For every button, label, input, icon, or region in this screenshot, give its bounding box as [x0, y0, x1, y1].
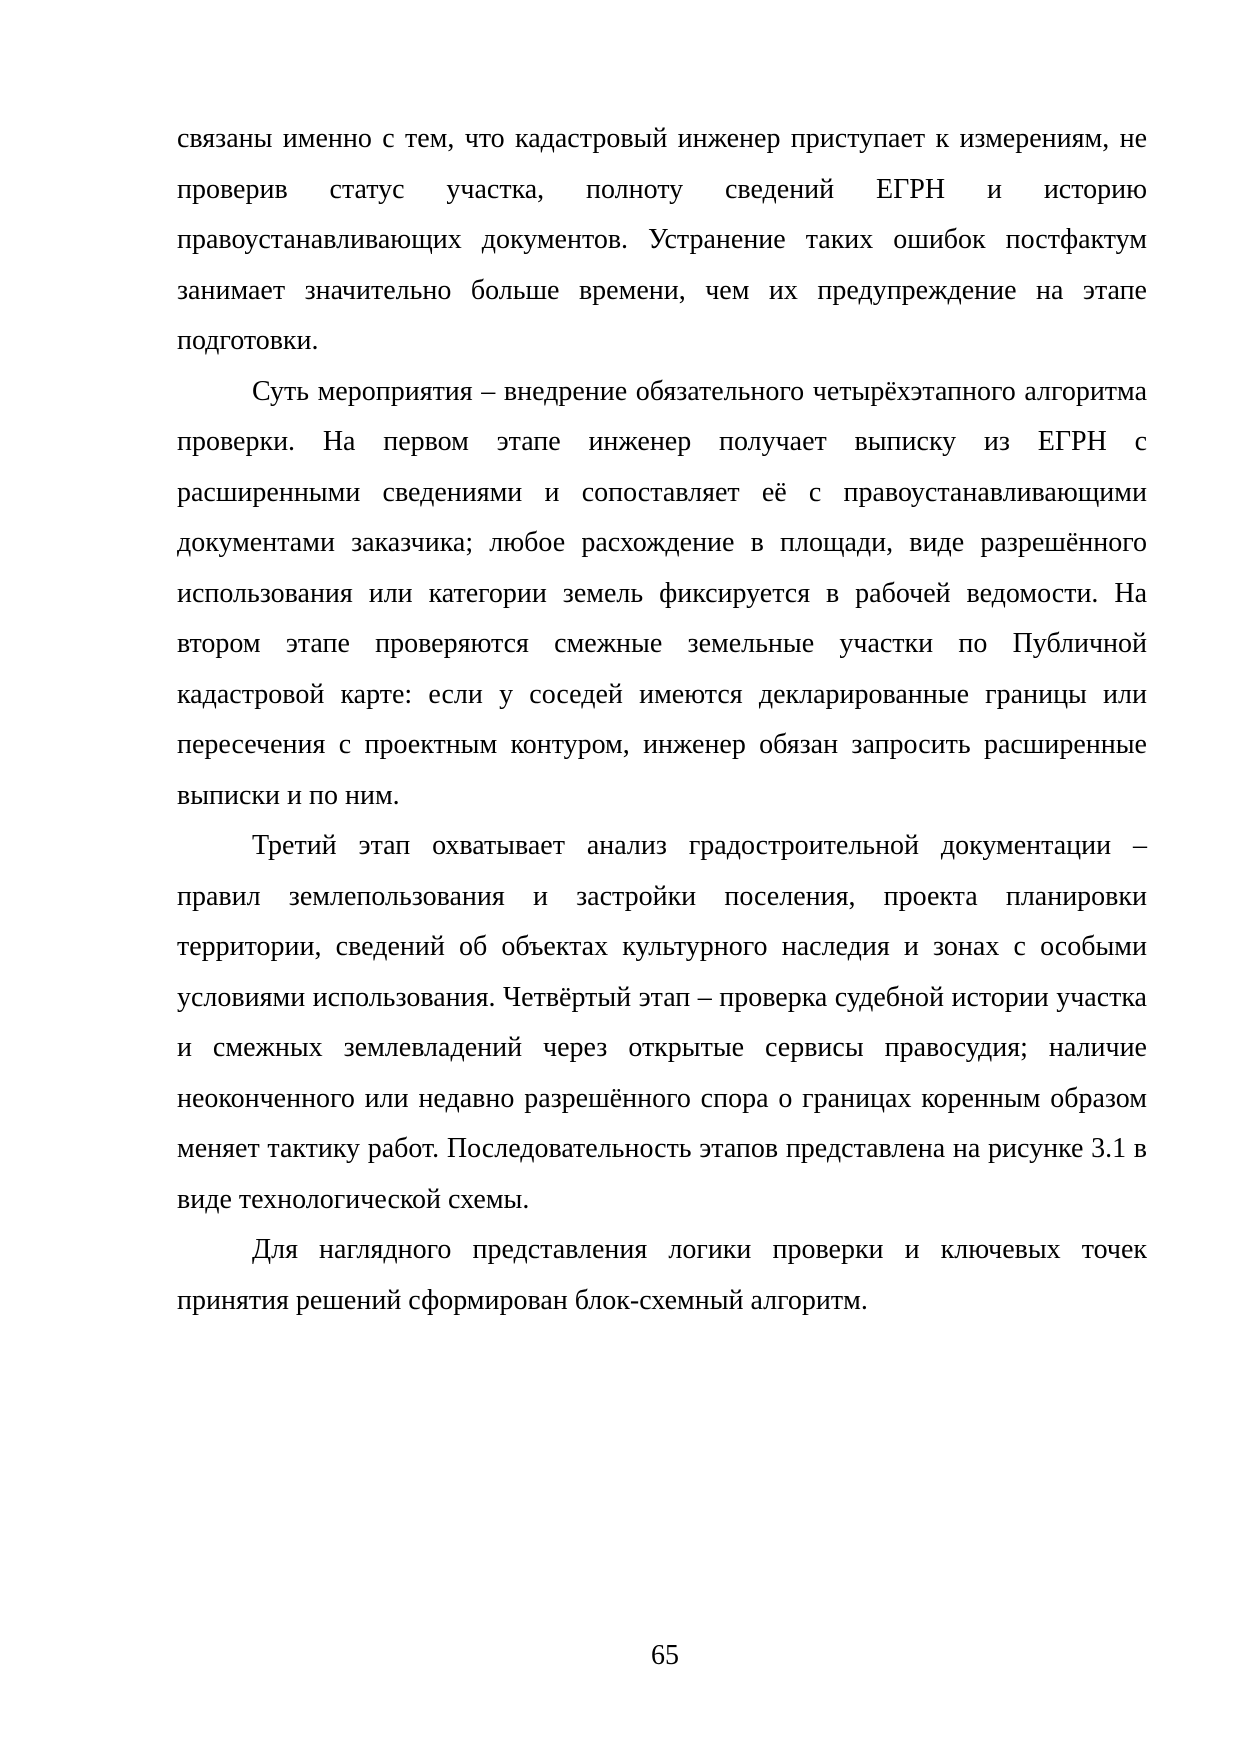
page-number: 65: [651, 1640, 679, 1671]
paragraph-flowchart-intro: Для наглядного представления логики проверки и ключевых точек принятия решений сформирован блок-схемный алгоритм.: [177, 1234, 1147, 1316]
paragraph-essence: Суть мероприятия – внедрение обязательного четырёхэтапного алгоритма проверки. На первом этапе инженер получает выписку из ЕГРН с расширенными сведениями и сопоставляет её с правоустанавливающими документами заказчика; любое расхождение в площади, виде разрешённого использования или категории земель фиксируется в рабочей ведомости. На втором этапе проверяются смежные земельные участки по Публичной кадастровой карте: если у соседей имеются декларированные границы или пересечения с проектным контуром, инженер обязан запросить расширенные выписки и по ним.: [177, 375, 1147, 811]
paragraph-continuation: связаны именно с тем, что кадастровый инженер приступает к измерениям, не проверив статус участка, полноту сведений ЕГРН и историю правоустанавливающих документов. Устранение таких ошибок постфактум занимает значительно больше времени, чем их предупреждение на этапе подготовки.: [177, 123, 1147, 356]
paragraph-third-stage: Третий этап охватывает анализ градостроительной документации – правил землепользования и застройки поселения, проекта планировки территории, сведений об объектах культурного наследия и зонах с особыми условиями использования. Четвёртый этап – проверка судебной истории участка и смежных землевладений через открытые сервисы правосудия; наличие неоконченного или недавно разрешённого спора о границах коренным образом меняет тактику работ. Последовательность этапов представлена на рисунке 3.1 в виде технологической схемы.: [177, 830, 1147, 1215]
body-text: [177, 114, 1147, 1326]
